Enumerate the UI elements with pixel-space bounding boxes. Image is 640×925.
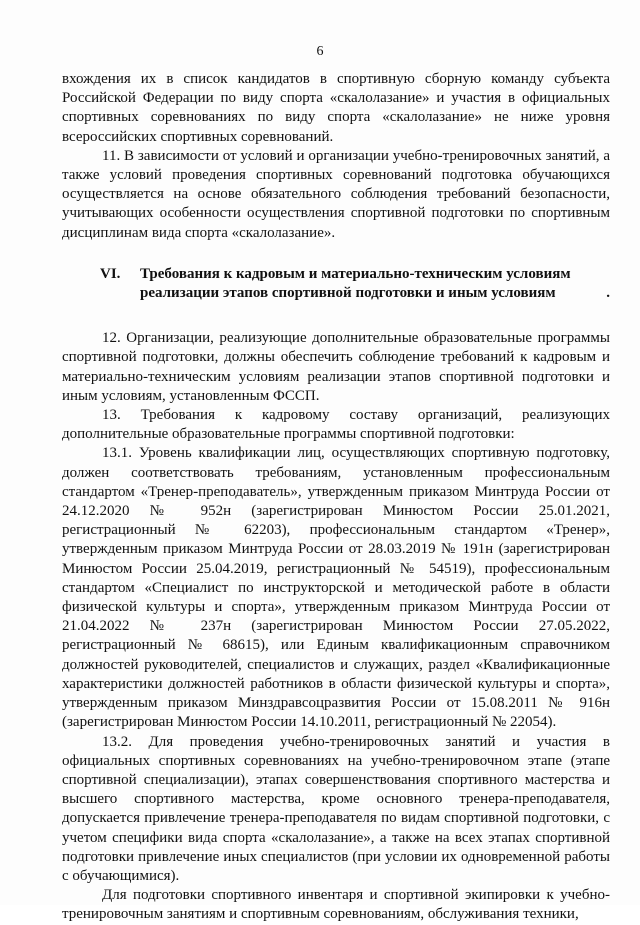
paragraph-13-1: 13.1. Уровень квалификации лиц, осуществляющих спортивную подготовку, должен соответствовать требованиям, установленным профессиональным стандартом «Тренер-преподаватель», утвержденным приказом Минтруда России от 24.12.2020 № 952н (зарегистрирован Минюстом России 25.01.2021, регистрационный № 62203), профессиональным стандартом «Тренер», утвержденным приказом Минтруда России от 28.03.2019 № 191н (зарегистрирован Минюстом России 25.04.2019, регистрационный № 54519), профессиональным стандартом «Специалист по инструкторской и методической работе в области физической культуры и спорта», утвержденным приказом Минтруда России от 21.04.2022 № 237н (зарегистрирован Минюстом России 27.05.2022, регистрационный № 68615), или Единым квалификационным справочником должностей руководителей, специалистов и служащих, раздел «Квалификационные характеристики должностей работников в области физической культуры и спорта», утвержденным приказом Минздравсоцразвития России от 15.08.2011 № 916н (зарегистрирован Минюстом России 14.10.2011, регистрационный № 22054).: [62, 445, 610, 731]
page-number: 6: [316, 44, 324, 59]
section-title-line-1: Требования к кадровым и материально-техническим условиям: [140, 265, 571, 282]
section-heading: [62, 265, 610, 303]
stray-mark: .: [606, 285, 610, 302]
paragraph-13: 13. Требования к кадровому составу организаций, реализующих дополнительные образовательные программы спортивной подготовки:: [62, 407, 610, 443]
section-title: [62, 265, 610, 303]
paragraph-13-2: 13.2. Для проведения учебно-тренировочных занятий и участия в официальных спортивных соревнованиях на учебно-тренировочном этапе (этапе спортивной специализации), этапах совершенствования спортивного мастерства и высшего спортивного мастерства, кроме основного тренера-преподавателя, допускается привлечение тренера-преподавателя по видам спортивной подготовки, с учетом специфики вида спорта «скалолазание», а также на всех этапах спортивной подготовки привлечение иных специалистов (при условии их одновременной работы с обучающимися).: [62, 733, 610, 884]
paragraph-continuation: вхождения их в список кандидатов в спортивную сборную команду субъекта Российской Федерации по виду спорта «скалолазание» и участия в официальных спортивных соревнованиях по виду спорта «скалолазание» не ниже уровня всероссийских спортивных соревнований.: [62, 71, 610, 145]
paragraph-12: 12. Организации, реализующие дополнительные образовательные программы спортивной подготовки, должны обеспечить соблюдение требований к кадровым и материально-техническим условиям реализации этапов спортивной подготовки и иным условиям, установленным ФССП.: [62, 330, 610, 404]
paragraph-11: 11. В зависимости от условий и организации учебно-тренировочных занятий, а также условий проведения спортивных соревнований подготовка обучающихся осуществляется на основе обязательного соблюдения требований безопасности, учитывающих особенности осуществления спортивной подготовки по спортивным дисциплинам вида спорта «скалолазание».: [62, 147, 610, 241]
paragraph-final: Для подготовки спортивного инвентаря и спортивной экипировки к учебно-тренировочным занятиям и спортивным соревнованиям, обслуживания техники,: [62, 887, 610, 923]
section-number: VI.: [100, 265, 121, 282]
document-body: [62, 70, 610, 925]
section-title-line-2: реализации этапов спортивной подготовки и иным условиям: [140, 285, 556, 302]
